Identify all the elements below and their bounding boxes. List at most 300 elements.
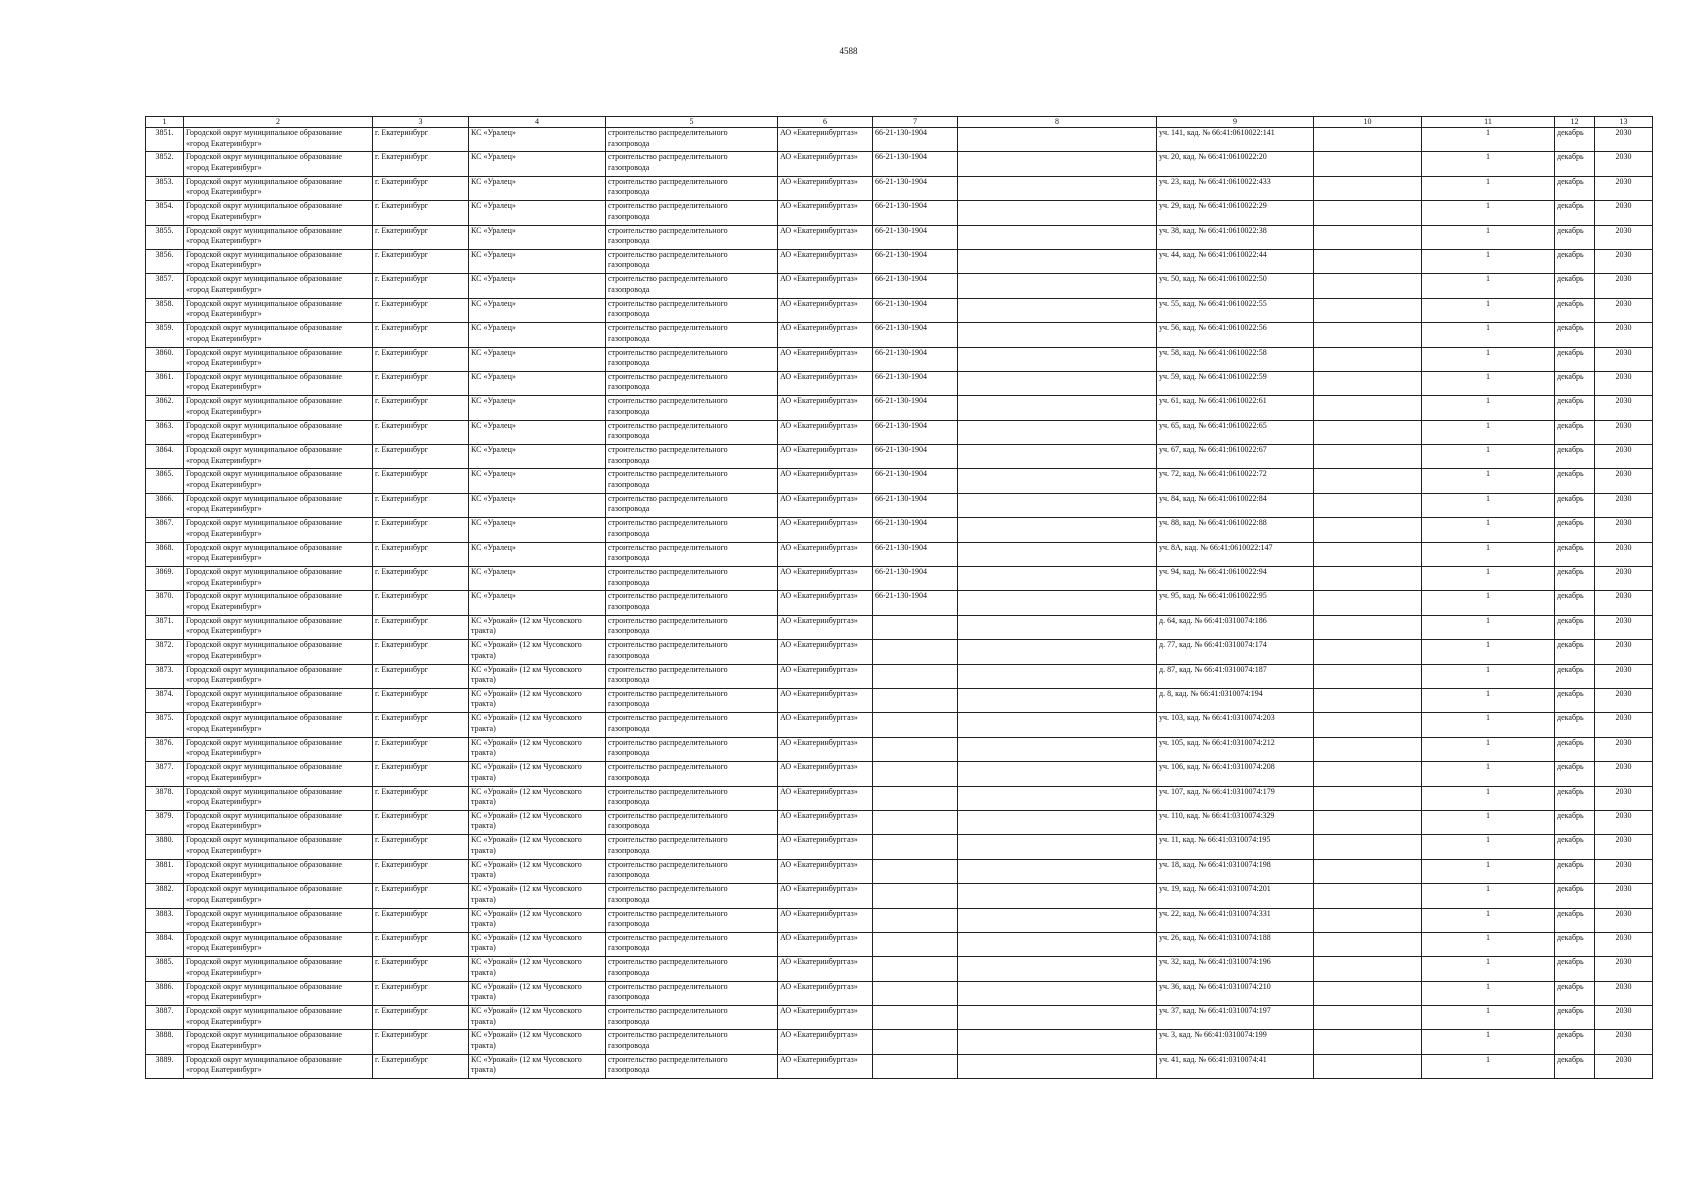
row-number-text: 3855.: [155, 225, 174, 235]
organization-cell: [778, 688, 873, 712]
project-code-cell: [873, 298, 958, 322]
column10-cell: [1314, 835, 1422, 859]
municipality-cell-text: Городской округ муниципальное образование: [186, 542, 342, 552]
object-cell: [469, 1054, 606, 1078]
year-cell-text: 2030: [1615, 420, 1632, 430]
work-type-cell-text: строительство распределительного: [608, 932, 728, 942]
work-type-cell-text: строительство распределительного: [608, 469, 728, 479]
quantity-cell: [1422, 591, 1555, 615]
settlement-cell: [373, 884, 469, 908]
municipality-cell-text: Городской округ муниципальное образование: [186, 908, 342, 918]
municipality-cell-text: «город Екатеринбург»: [186, 943, 262, 953]
row-number: [146, 640, 184, 664]
cadastral-cell-text: уч. 141, кад. № 66:41:0610022:141: [1159, 128, 1275, 137]
year-cell-text: 2030: [1615, 445, 1632, 455]
work-type-cell-text: строительство распределительного: [608, 152, 728, 162]
organization-cell-text: АО «Екатеринбурггаз»: [780, 518, 858, 528]
cadastral-cell: [1157, 518, 1314, 542]
object-cell-text: тракта): [471, 1016, 496, 1026]
work-type-cell: [606, 1054, 778, 1078]
cadastral-cell: [1157, 201, 1314, 225]
cadastral-cell-text: уч. 37, кад. № 66:41:0310074:197: [1159, 1006, 1271, 1016]
municipality-cell-text: Городской округ муниципальное образование: [186, 859, 342, 869]
organization-cell: [778, 445, 873, 469]
object-cell-text: КС «Урожай» (12 км Чусовского: [471, 640, 582, 650]
year-cell: [1595, 713, 1653, 737]
project-code-cell: [873, 957, 958, 981]
settlement-cell-text: г. Екатеринбург: [375, 1006, 429, 1016]
work-type-cell-text: строительство распределительного: [608, 737, 728, 747]
year-cell: [1595, 615, 1653, 639]
column8-cell: [958, 323, 1157, 347]
organization-cell: [778, 737, 873, 761]
municipality-cell-text: «город Екатеринбург»: [186, 1040, 262, 1050]
settlement-cell-text: г. Екатеринбург: [375, 786, 429, 796]
column8-cell: [958, 493, 1157, 517]
object-cell-text: КС «Уралец»: [471, 542, 516, 552]
cadastral-cell: [1157, 591, 1314, 615]
row-number-text: 3879.: [155, 810, 174, 820]
settlement-cell-text: г. Екатеринбург: [375, 640, 429, 650]
settlement-cell: [373, 323, 469, 347]
object-cell-text: тракта): [471, 1065, 496, 1075]
cadastral-cell: [1157, 225, 1314, 249]
column10-cell: [1314, 445, 1422, 469]
settlement-cell-text: г. Екатеринбург: [375, 615, 429, 625]
organization-cell-text: АО «Екатеринбурггаз»: [780, 688, 858, 698]
table-row: [146, 249, 1653, 273]
municipality-cell-text: «город Екатеринбург»: [186, 1065, 262, 1075]
month-cell-text: декабрь: [1557, 908, 1584, 918]
organization-cell-text: АО «Екатеринбурггаз»: [780, 493, 858, 503]
row-number: [146, 567, 184, 591]
organization-cell-text: АО «Екатеринбурггаз»: [780, 859, 858, 869]
column10-cell: [1314, 859, 1422, 883]
organization-cell-text: АО «Екатеринбурггаз»: [780, 176, 858, 186]
column-number: 8: [958, 117, 1157, 128]
column10-cell: [1314, 128, 1422, 152]
quantity-cell-text: 1: [1486, 957, 1490, 967]
row-number: [146, 737, 184, 761]
column8-cell: [958, 128, 1157, 152]
object-cell-text: тракта): [471, 748, 496, 758]
quantity-cell: [1422, 298, 1555, 322]
organization-cell-text: АО «Екатеринбурггаз»: [780, 469, 858, 479]
cadastral-cell: [1157, 932, 1314, 956]
object-cell: [469, 1006, 606, 1030]
object-cell: [469, 688, 606, 712]
page-number: 4588: [839, 46, 858, 56]
municipality-cell-text: «город Екатеринбург»: [186, 845, 262, 855]
quantity-cell-text: 1: [1486, 786, 1490, 796]
municipality-cell-text: «город Екатеринбург»: [186, 601, 262, 611]
work-type-cell-text: газопровода: [608, 528, 650, 538]
year-cell-text: 2030: [1615, 542, 1632, 552]
organization-cell-text: АО «Екатеринбурггаз»: [780, 713, 858, 723]
municipality-cell-text: «город Екатеринбург»: [186, 382, 262, 392]
column10-cell: [1314, 176, 1422, 200]
settlement-cell: [373, 249, 469, 273]
year-cell-text: 2030: [1615, 128, 1632, 137]
work-type-cell: [606, 128, 778, 152]
cadastral-cell-text: д. 8, кад. № 66:41:0310074:194: [1159, 688, 1263, 698]
row-number: [146, 688, 184, 712]
municipality-cell-text: Городской округ муниципальное образование: [186, 323, 342, 333]
year-cell-text: 2030: [1615, 225, 1632, 235]
year-cell-text: 2030: [1615, 347, 1632, 357]
project-code-cell-text: 66-21-130-1904: [875, 347, 927, 357]
cadastral-cell-text: уч. 59, кад. № 66:41:0610022:59: [1159, 371, 1267, 381]
table-row: [146, 1006, 1653, 1030]
object-cell: [469, 932, 606, 956]
row-number: [146, 835, 184, 859]
cadastral-cell: [1157, 176, 1314, 200]
work-type-cell-text: строительство распределительного: [608, 201, 728, 211]
column10-cell: [1314, 810, 1422, 834]
column8-cell: [958, 884, 1157, 908]
project-code-cell: [873, 981, 958, 1005]
organization-cell-text: АО «Екатеринбурггаз»: [780, 835, 858, 845]
month-cell: [1555, 274, 1595, 298]
municipality-cell: [184, 737, 373, 761]
cadastral-cell-text: д. 64, кад. № 66:41:0310074:186: [1159, 615, 1267, 625]
work-type-cell-text: газопровода: [608, 699, 650, 709]
row-number-text: 3885.: [155, 957, 174, 967]
year-cell-text: 2030: [1615, 469, 1632, 479]
project-code-cell: [873, 493, 958, 517]
cadastral-cell-text: уч. 20, кад. № 66:41:0610022:20: [1159, 152, 1267, 162]
quantity-cell-text: 1: [1486, 249, 1490, 259]
column10-cell: [1314, 713, 1422, 737]
settlement-cell: [373, 615, 469, 639]
quantity-cell-text: 1: [1486, 640, 1490, 650]
work-type-cell-text: строительство распределительного: [608, 908, 728, 918]
cadastral-cell: [1157, 713, 1314, 737]
settlement-cell: [373, 396, 469, 420]
work-type-cell-text: строительство распределительного: [608, 396, 728, 406]
settlement-cell: [373, 762, 469, 786]
quantity-cell: [1422, 981, 1555, 1005]
quantity-cell: [1422, 835, 1555, 859]
row-number-text: 3869.: [155, 567, 174, 577]
column-number: 1: [146, 117, 184, 128]
year-cell: [1595, 518, 1653, 542]
settlement-cell: [373, 298, 469, 322]
row-number: [146, 420, 184, 444]
row-number: [146, 957, 184, 981]
month-cell: [1555, 884, 1595, 908]
settlement-cell: [373, 981, 469, 1005]
object-cell-text: тракта): [471, 675, 496, 685]
project-code-cell: [873, 469, 958, 493]
settlement-cell-text: г. Екатеринбург: [375, 274, 429, 284]
quantity-cell-text: 1: [1486, 884, 1490, 894]
object-cell: [469, 615, 606, 639]
settlement-cell-text: г. Екатеринбург: [375, 884, 429, 894]
column10-cell: [1314, 493, 1422, 517]
organization-cell: [778, 201, 873, 225]
organization-cell-text: АО «Екатеринбурггаз»: [780, 1030, 858, 1040]
month-cell-text: декабрь: [1557, 469, 1584, 479]
object-cell-text: КС «Уралец»: [471, 469, 516, 479]
object-cell: [469, 518, 606, 542]
object-cell-text: тракта): [471, 845, 496, 855]
settlement-cell: [373, 128, 469, 152]
month-cell: [1555, 1054, 1595, 1078]
quantity-cell-text: 1: [1486, 591, 1490, 601]
settlement-cell-text: г. Екатеринбург: [375, 664, 429, 674]
settlement-cell: [373, 1006, 469, 1030]
row-number-text: 3881.: [155, 859, 174, 869]
month-cell: [1555, 469, 1595, 493]
work-type-cell: [606, 615, 778, 639]
quantity-cell: [1422, 1030, 1555, 1054]
table-row: [146, 298, 1653, 322]
municipality-cell-text: Городской округ муниципальное образование: [186, 762, 342, 772]
table-row: [146, 1054, 1653, 1078]
municipality-cell-text: «город Екатеринбург»: [186, 553, 262, 563]
municipality-cell-text: «город Екатеринбург»: [186, 992, 262, 1002]
object-cell-text: КС «Уралец»: [471, 298, 516, 308]
project-code-cell: [873, 664, 958, 688]
row-number: [146, 225, 184, 249]
column10-cell: [1314, 274, 1422, 298]
month-cell-text: декабрь: [1557, 688, 1584, 698]
project-code-cell: [873, 274, 958, 298]
month-cell-text: декабрь: [1557, 493, 1584, 503]
project-code-cell-text: 66-21-130-1904: [875, 567, 927, 577]
municipality-cell: [184, 1054, 373, 1078]
year-cell-text: 2030: [1615, 1030, 1632, 1040]
settlement-cell-text: г. Екатеринбург: [375, 128, 429, 137]
row-number-text: 3863.: [155, 420, 174, 430]
municipality-cell-text: Городской округ муниципальное образование: [186, 713, 342, 723]
project-code-cell: [873, 713, 958, 737]
table-row: [146, 567, 1653, 591]
month-cell: [1555, 810, 1595, 834]
organization-cell: [778, 1054, 873, 1078]
municipality-cell: [184, 493, 373, 517]
object-cell: [469, 152, 606, 176]
settlement-cell: [373, 1030, 469, 1054]
object-cell-text: тракта): [471, 919, 496, 928]
work-type-cell-text: строительство распределительного: [608, 835, 728, 845]
work-type-cell: [606, 664, 778, 688]
work-type-cell-text: строительство распределительного: [608, 567, 728, 577]
object-cell: [469, 1030, 606, 1054]
municipality-cell-text: «город Екатеринбург»: [186, 967, 262, 977]
work-type-cell-text: строительство распределительного: [608, 762, 728, 772]
settlement-cell-text: г. Екатеринбург: [375, 298, 429, 308]
settlement-cell: [373, 469, 469, 493]
work-type-cell-text: строительство распределительного: [608, 518, 728, 528]
work-type-cell: [606, 908, 778, 932]
settlement-cell: [373, 640, 469, 664]
project-code-cell-text: 66-21-130-1904: [875, 445, 927, 455]
year-cell-text: 2030: [1615, 176, 1632, 186]
project-code-cell: [873, 737, 958, 761]
municipality-cell-text: «город Екатеринбург»: [186, 309, 262, 319]
month-cell: [1555, 932, 1595, 956]
cadastral-cell-text: уч. 107, кад. № 66:41:0310074:179: [1159, 786, 1275, 796]
municipality-cell-text: «город Екатеринбург»: [186, 284, 262, 294]
row-number: [146, 859, 184, 883]
month-cell: [1555, 1006, 1595, 1030]
quantity-cell-text: 1: [1486, 615, 1490, 625]
object-cell-text: тракта): [471, 1040, 496, 1050]
project-code-cell: [873, 176, 958, 200]
municipality-cell: [184, 957, 373, 981]
project-code-cell-text: 66-21-130-1904: [875, 201, 927, 211]
year-cell: [1595, 469, 1653, 493]
settlement-cell: [373, 859, 469, 883]
organization-cell: [778, 323, 873, 347]
row-number: [146, 249, 184, 273]
municipality-cell-text: «город Екатеринбург»: [186, 870, 262, 880]
quantity-cell-text: 1: [1486, 347, 1490, 357]
year-cell: [1595, 152, 1653, 176]
project-code-cell: [873, 859, 958, 883]
municipality-cell: [184, 615, 373, 639]
settlement-cell-text: г. Екатеринбург: [375, 396, 429, 406]
cadastral-cell-text: уч. 72, кад. № 66:41:0610022:72: [1159, 469, 1267, 479]
settlement-cell: [373, 1054, 469, 1078]
object-cell: [469, 713, 606, 737]
cadastral-cell: [1157, 347, 1314, 371]
work-type-cell-text: газопровода: [608, 309, 650, 319]
column8-cell: [958, 908, 1157, 932]
table-row: [146, 420, 1653, 444]
quantity-cell-text: 1: [1486, 1030, 1490, 1040]
work-type-cell-text: газопровода: [608, 821, 650, 831]
row-number: [146, 786, 184, 810]
column10-cell: [1314, 786, 1422, 810]
organization-cell: [778, 371, 873, 395]
project-code-cell-text: 66-21-130-1904: [875, 249, 927, 259]
object-cell-text: тракта): [471, 626, 496, 636]
cadastral-cell: [1157, 981, 1314, 1005]
quantity-cell: [1422, 908, 1555, 932]
organization-cell: [778, 981, 873, 1005]
month-cell: [1555, 371, 1595, 395]
organization-cell: [778, 298, 873, 322]
row-number: [146, 981, 184, 1005]
month-cell-text: декабрь: [1557, 1006, 1584, 1016]
settlement-cell-text: г. Екатеринбург: [375, 347, 429, 357]
work-type-cell-text: газопровода: [608, 406, 650, 416]
organization-cell: [778, 810, 873, 834]
object-cell-text: КС «Урожай» (12 км Чусовского: [471, 884, 582, 894]
quantity-cell-text: 1: [1486, 664, 1490, 674]
work-type-cell-text: строительство распределительного: [608, 420, 728, 430]
quantity-cell-text: 1: [1486, 128, 1490, 137]
year-cell: [1595, 201, 1653, 225]
settlement-cell: [373, 567, 469, 591]
column10-cell: [1314, 640, 1422, 664]
organization-cell: [778, 542, 873, 566]
work-type-cell: [606, 298, 778, 322]
cadastral-cell: [1157, 371, 1314, 395]
row-number: [146, 591, 184, 615]
column8-cell: [958, 981, 1157, 1005]
month-cell: [1555, 835, 1595, 859]
cadastral-cell: [1157, 445, 1314, 469]
organization-cell: [778, 567, 873, 591]
year-cell: [1595, 810, 1653, 834]
municipality-cell-text: «город Екатеринбург»: [186, 919, 262, 928]
cadastral-cell-text: уч. 67, кад. № 66:41:0610022:67: [1159, 445, 1267, 455]
object-cell: [469, 176, 606, 200]
work-type-cell-text: газопровода: [608, 797, 650, 807]
object-cell-text: КС «Урожай» (12 км Чусовского: [471, 1030, 582, 1040]
quantity-cell: [1422, 786, 1555, 810]
year-cell: [1595, 493, 1653, 517]
cadastral-cell-text: уч. 29, кад. № 66:41:0610022:29: [1159, 201, 1267, 211]
work-type-cell-text: газопровода: [608, 431, 650, 441]
cadastral-cell-text: уч. 58, кад. № 66:41:0610022:58: [1159, 347, 1267, 357]
cadastral-cell-text: уч. 11, кад. № 66:41:0310074:195: [1159, 835, 1271, 845]
municipality-cell-text: «город Екатеринбург»: [186, 431, 262, 441]
organization-cell: [778, 835, 873, 859]
settlement-cell-text: г. Екатеринбург: [375, 469, 429, 479]
municipality-cell-text: Городской округ муниципальное образование: [186, 810, 342, 820]
work-type-cell: [606, 640, 778, 664]
month-cell-text: декабрь: [1557, 542, 1584, 552]
month-cell-text: декабрь: [1557, 1030, 1584, 1040]
object-cell: [469, 298, 606, 322]
quantity-cell: [1422, 396, 1555, 420]
quantity-cell-text: 1: [1486, 981, 1490, 991]
work-type-cell-text: газопровода: [608, 455, 650, 465]
quantity-cell: [1422, 225, 1555, 249]
object-cell-text: КС «Урожай» (12 км Чусовского: [471, 908, 582, 918]
municipality-cell-text: «город Екатеринбург»: [186, 260, 262, 270]
municipality-cell-text: «город Екатеринбург»: [186, 187, 262, 197]
row-number: [146, 518, 184, 542]
project-code-cell-text: 66-21-130-1904: [875, 591, 927, 601]
row-number-text: 3882.: [155, 884, 174, 894]
organization-cell: [778, 518, 873, 542]
settlement-cell: [373, 932, 469, 956]
cadastral-cell: [1157, 810, 1314, 834]
project-code-cell-text: 66-21-130-1904: [875, 176, 927, 186]
month-cell: [1555, 737, 1595, 761]
table-row: [146, 274, 1653, 298]
object-cell: [469, 347, 606, 371]
settlement-cell-text: г. Екатеринбург: [375, 567, 429, 577]
quantity-cell-text: 1: [1486, 274, 1490, 284]
object-cell: [469, 323, 606, 347]
municipality-cell: [184, 323, 373, 347]
cadastral-cell: [1157, 298, 1314, 322]
row-number-text: 3860.: [155, 347, 174, 357]
organization-cell-text: АО «Екатеринбурггаз»: [780, 445, 858, 455]
settlement-cell: [373, 835, 469, 859]
column10-cell: [1314, 981, 1422, 1005]
year-cell: [1595, 249, 1653, 273]
month-cell-text: декабрь: [1557, 371, 1584, 381]
settlement-cell: [373, 518, 469, 542]
year-cell-text: 2030: [1615, 323, 1632, 333]
municipality-cell: [184, 469, 373, 493]
column10-cell: [1314, 152, 1422, 176]
object-cell: [469, 664, 606, 688]
row-number-text: 3866.: [155, 493, 174, 503]
column10-cell: [1314, 542, 1422, 566]
quantity-cell-text: 1: [1486, 835, 1490, 845]
municipality-cell-text: Городской округ муниципальное образование: [186, 445, 342, 455]
table-row: [146, 493, 1653, 517]
